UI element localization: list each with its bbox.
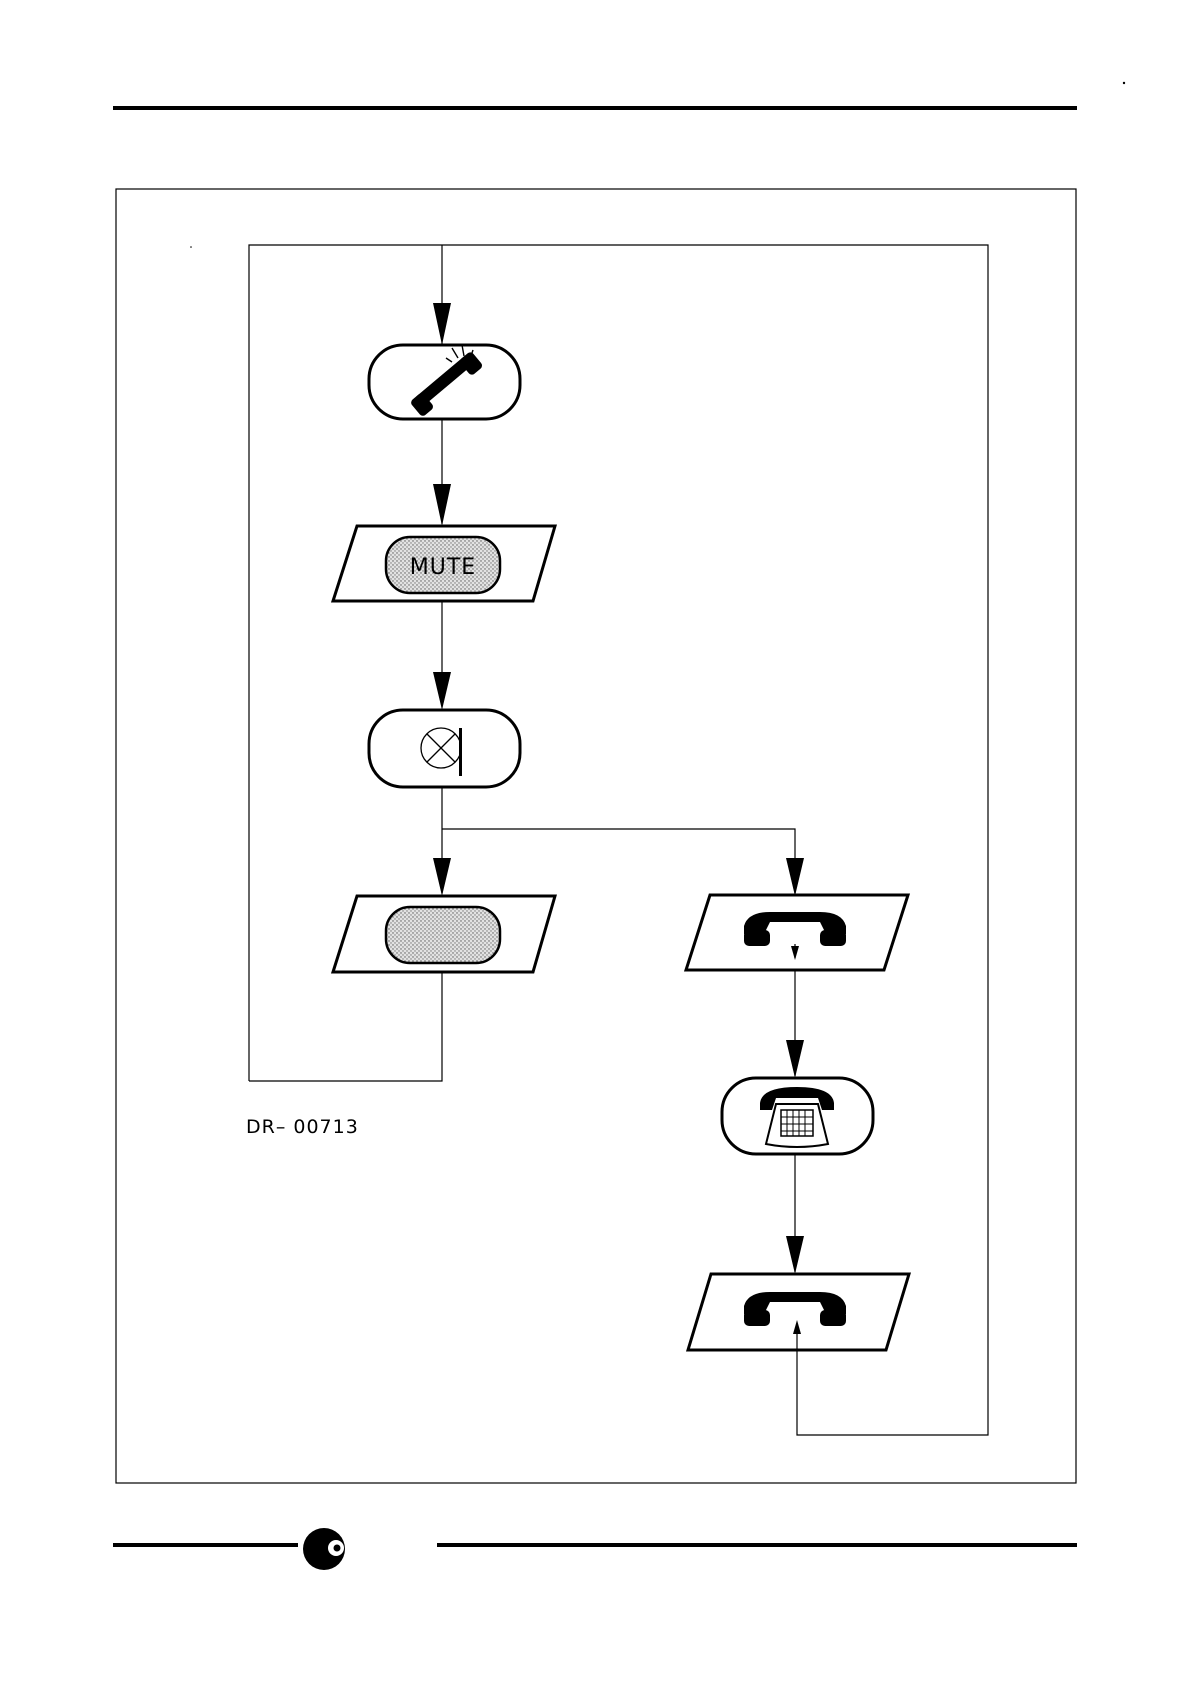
corner-dot xyxy=(1123,82,1125,84)
connectors xyxy=(249,245,988,1435)
page-logo-icon xyxy=(303,1528,345,1570)
arrowhead xyxy=(786,1236,804,1274)
arrowhead xyxy=(786,858,804,896)
phone-conversation-node xyxy=(722,1078,873,1154)
incoming-call-node xyxy=(369,345,520,419)
loop-line-bottom xyxy=(249,972,442,1081)
microphone-off-node xyxy=(369,710,520,787)
figure-frame xyxy=(116,189,1076,1483)
arrowhead xyxy=(433,303,451,345)
lift-handset-node xyxy=(686,895,908,970)
edge-branch xyxy=(442,829,795,893)
drawing-ref: DR– 00713 xyxy=(246,1116,359,1138)
arrowhead xyxy=(433,484,451,526)
arrowhead xyxy=(433,858,451,896)
stray-dot xyxy=(190,246,192,248)
press-mute-node xyxy=(333,526,555,601)
arrowhead xyxy=(786,1040,804,1078)
blank-key xyxy=(386,907,500,963)
loop-line-top xyxy=(249,245,988,1435)
replace-handset-node xyxy=(688,1274,909,1350)
mute-key-label: MUTE xyxy=(409,555,477,580)
press-mute-again-node xyxy=(333,896,555,972)
arrowhead xyxy=(433,672,451,710)
